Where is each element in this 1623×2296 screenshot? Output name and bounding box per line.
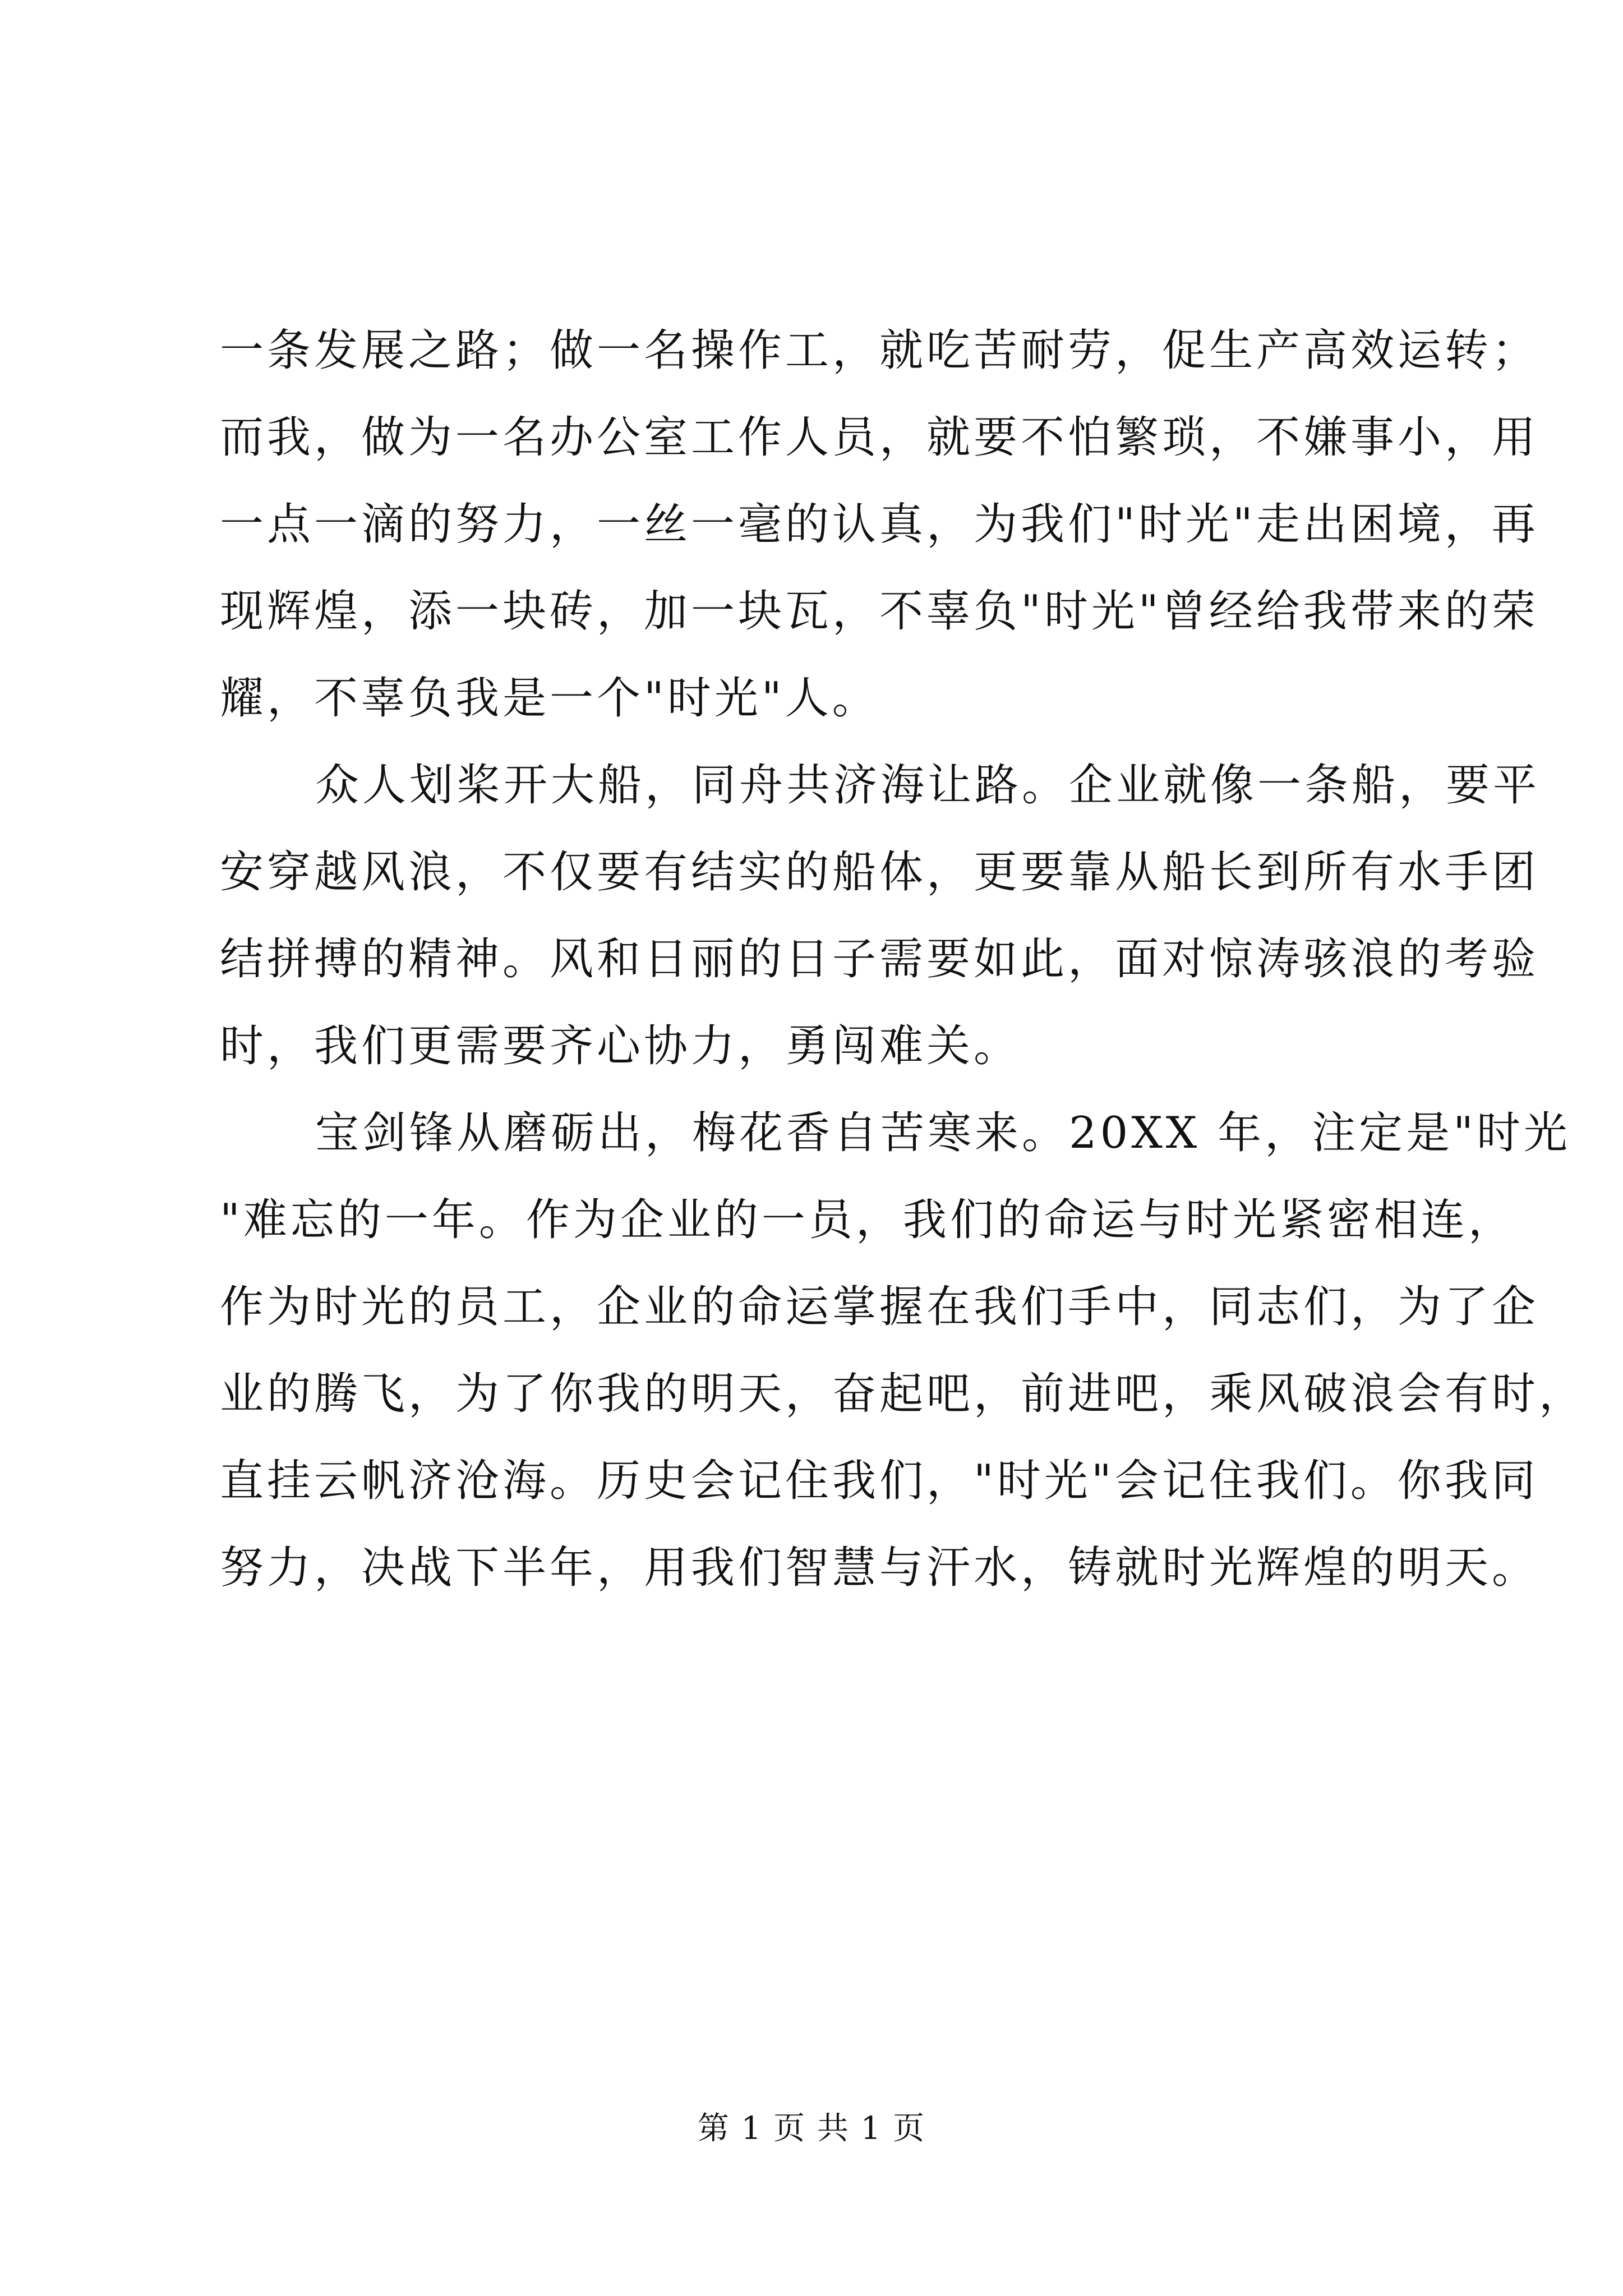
text-line: 直挂云帆济沧海。历史会记住我们，"时光"会记住我们。你我同 (220, 1456, 1539, 1506)
text-line: 安穿越风浪，不仅要有结实的船体，更要靠从船长到所有水手团 (220, 847, 1539, 898)
text-line: 而我，做为一名办公室工作人员，就要不怕繁琐，不嫌事小，用 (220, 412, 1539, 463)
text-line: 时，我们更需要齐心协力，勇闯难关。 (220, 1021, 1021, 1071)
paragraph-first-line: 众人划桨开大船，同舟共济海让路。企业就像一条船，要平 (315, 760, 1541, 811)
document-body (220, 307, 1587, 1612)
text-line: 作为时光的员工，企业的命运掌握在我们手中，同志们，为了企 (220, 1282, 1539, 1332)
text-line: 现辉煌，添一块砖，加一块瓦，不辜负"时光"曾经给我带来的荣 (220, 586, 1539, 637)
text-line: 业的腾飞，为了你我的明天，奋起吧，前进吧，乘风破浪会有时， (220, 1369, 1587, 1419)
text-line: 一点一滴的努力，一丝一毫的认真，为我们"时光"走出困境，再 (220, 499, 1539, 550)
text-line: 一条发展之路；做一名操作工，就吃苦耐劳，促生产高效运转； (220, 325, 1539, 376)
page-number: 第 1 页 共 1 页 (697, 2110, 926, 2147)
page-footer (0, 2106, 1623, 2151)
text-line: 努力，决战下半年，用我们智慧与汗水，铸就时光辉煌的明天。 (220, 1543, 1539, 1593)
paragraph-first-line: 宝剑锋从磨砺出，梅花香自苦寒来。20XX 年，注定是"时光 (315, 1108, 1571, 1158)
text-line: 结拼搏的精神。风和日丽的日子需要如此，面对惊涛骇浪的考验 (220, 934, 1539, 984)
text-line: 耀，不辜负我是一个"时光"人。 (220, 673, 879, 724)
text-line: "难忘的一年。作为企业的一员，我们的命运与时光紧密相连， (220, 1195, 1515, 1245)
